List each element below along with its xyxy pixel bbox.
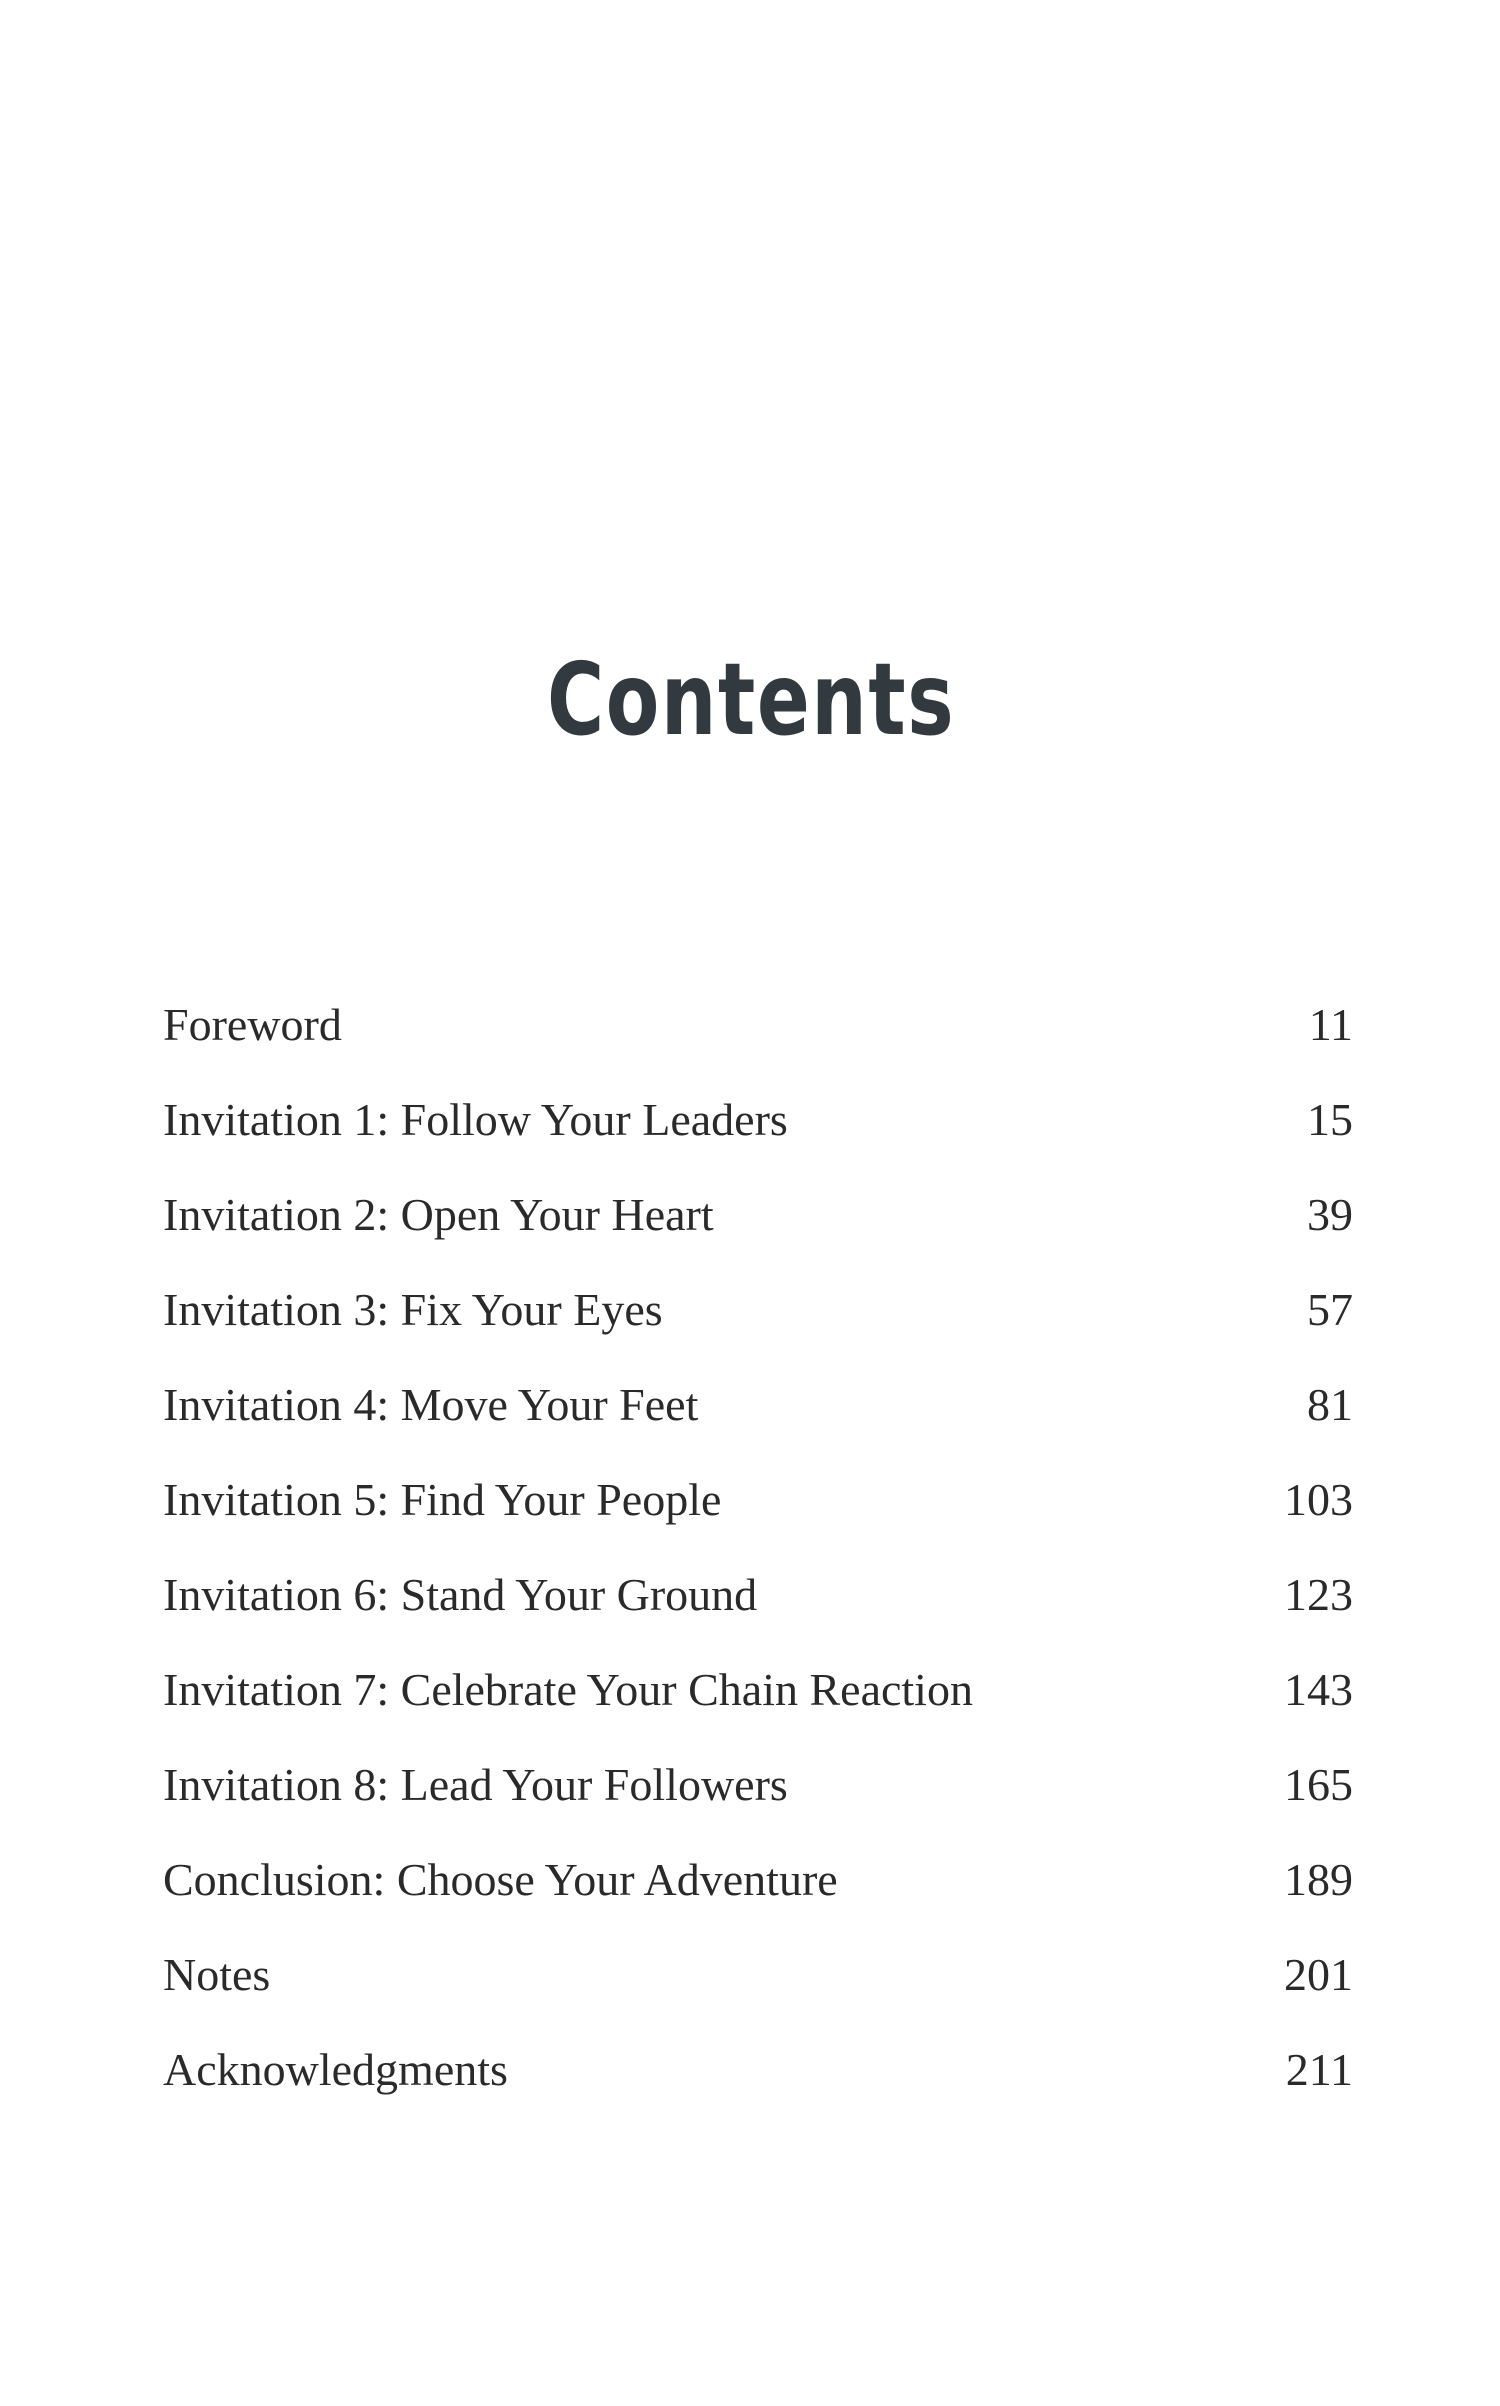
- toc-entry-acknowledgments: [163, 2038, 1353, 2133]
- toc-entry-invitation-2: [163, 1183, 1353, 1278]
- toc-entry-page-number: 57: [1307, 1284, 1353, 1335]
- toc-entry-page-number: 201: [1284, 1949, 1353, 2000]
- toc-entry-foreword: [163, 993, 1353, 1088]
- toc-entry-title: Invitation 4: Move Your Feet: [163, 1379, 699, 1430]
- toc-entry-title: Invitation 1: Follow Your Leaders: [163, 1094, 788, 1145]
- toc-entry-page-number: 11: [1308, 999, 1353, 1050]
- toc-entry-title: Invitation 2: Open Your Heart: [163, 1189, 714, 1240]
- toc-entry-title: Notes: [163, 1949, 271, 2000]
- toc-entry-title: Invitation 7: Celebrate Your Chain Reaction: [163, 1664, 973, 1715]
- toc-entry-title: Conclusion: Choose Your Adventure: [163, 1854, 838, 1905]
- toc-entry-title: Acknowledgments: [163, 2044, 508, 2095]
- toc-entry-title: Invitation 5: Find Your People: [163, 1474, 722, 1525]
- toc-entry-invitation-7: [163, 1658, 1353, 1753]
- toc-entry-invitation-8: [163, 1753, 1353, 1848]
- toc-entry-invitation-6: [163, 1563, 1353, 1658]
- toc-entry-page-number: 143: [1284, 1664, 1353, 1715]
- toc-entry-page-number: 189: [1284, 1854, 1353, 1905]
- toc-entry-title: Foreword: [163, 999, 342, 1050]
- page-title: Contents: [546, 641, 956, 758]
- toc-entry-page-number: 15: [1307, 1094, 1353, 1145]
- table-of-contents: [163, 993, 1353, 2133]
- toc-entry-notes: [163, 1943, 1353, 2038]
- toc-entry-conclusion: [163, 1848, 1353, 1943]
- toc-entry-page-number: 81: [1307, 1379, 1353, 1430]
- toc-entry-page-number: 211: [1285, 2044, 1353, 2095]
- toc-entry-page-number: 39: [1307, 1189, 1353, 1240]
- toc-entry-title: Invitation 8: Lead Your Followers: [163, 1759, 788, 1810]
- toc-entry-title: Invitation 6: Stand Your Ground: [163, 1569, 758, 1620]
- toc-entry-invitation-5: [163, 1468, 1353, 1563]
- toc-entry-invitation-1: [163, 1088, 1353, 1183]
- toc-entry-invitation-4: [163, 1373, 1353, 1468]
- toc-entry-invitation-3: [163, 1278, 1353, 1373]
- toc-entry-title: Invitation 3: Fix Your Eyes: [163, 1284, 663, 1335]
- toc-entry-page-number: 123: [1284, 1569, 1353, 1620]
- toc-entry-page-number: 165: [1284, 1759, 1353, 1810]
- toc-entry-page-number: 103: [1284, 1474, 1353, 1525]
